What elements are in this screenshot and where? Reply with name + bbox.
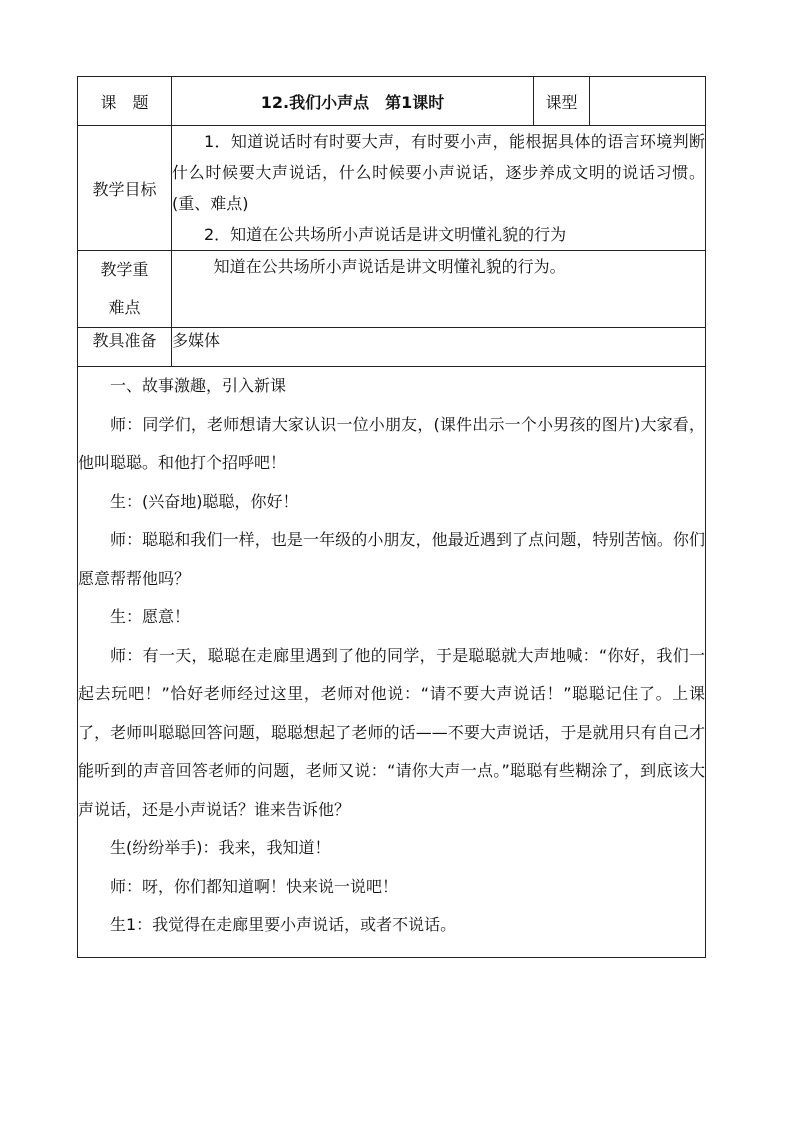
lesson-type-label: 课型 — [534, 77, 590, 126]
key-points-text: 知道在公共场所小声说话是讲文明懂礼貌的行为。 — [172, 251, 706, 328]
goal-item: 1．知道说话时有时要大声，有时要小声，能根据具体的语言环境判断什么时候要大声说话，什么时候要小声说话，逐步养成文明的说话习惯。(重、难点) — [172, 132, 705, 213]
topic-label: 课 题 — [78, 77, 172, 126]
tools-label: 教具准备 — [78, 328, 172, 367]
tools-row — [78, 328, 706, 367]
process-paragraph: 生(纷纷举手)：我来，我知道！ — [110, 838, 331, 857]
process-paragraph: 生：愿意！ — [110, 607, 191, 626]
goal-item: 2．知道在公共场所小声说话是讲文明懂礼貌的行为 — [204, 225, 567, 244]
key-points-label-line1: 教学重 — [100, 260, 149, 279]
goals-label: 教学目标 — [78, 126, 172, 251]
teaching-process — [78, 367, 706, 958]
key-points-row — [78, 251, 706, 328]
title-row — [78, 77, 706, 126]
lesson-plan-table — [77, 76, 706, 958]
process-paragraph: 师：聪聪和我们一样，也是一年级的小朋友，他最近遇到了点问题，特别苦恼。你们愿意帮帮他吗？ — [78, 530, 705, 588]
process-paragraph: 师：有一天，聪聪在走廊里遇到了他的同学，于是聪聪就大声地喊：“你好，我们一起去玩吧！”恰好老师经过这里，老师对他说：“请不要大声说话！”聪聪记住了。上课了，老师叫聪聪回答问题，聪聪想起了老师的话——不要大声说话，于是就用只有自己才能听到的声音回答老师的问题，老师又说：“请你大声一点。”聪聪有些糊涂了，到底该大声说话，还是小声说话？谁来告诉他？ — [78, 645, 705, 819]
lesson-type-value — [590, 77, 706, 126]
goals-row — [78, 126, 706, 251]
process-paragraph: 师：同学们，老师想请大家认识一位小朋友，(课件出示一个小男孩的图片)大家看，他叫聪聪。和他打个招呼吧！ — [78, 414, 705, 472]
process-paragraph: 一、故事激趣，引入新课 — [110, 376, 287, 395]
process-paragraph: 生：(兴奋地)聪聪，你好！ — [110, 491, 299, 511]
lesson-title: 12.我们小声点 第1课时 — [172, 77, 534, 126]
key-points-label-line2: 难点 — [108, 298, 141, 317]
process-row — [78, 367, 706, 958]
tools-value: 多媒体 — [172, 328, 706, 367]
key-points-label — [78, 251, 172, 328]
process-paragraph: 师：呀，你们都知道啊！快来说一说吧！ — [110, 876, 399, 896]
process-paragraph: 生1：我觉得在走廊里要小声说话，或者不说话。 — [110, 915, 457, 934]
goals-content — [172, 126, 706, 251]
